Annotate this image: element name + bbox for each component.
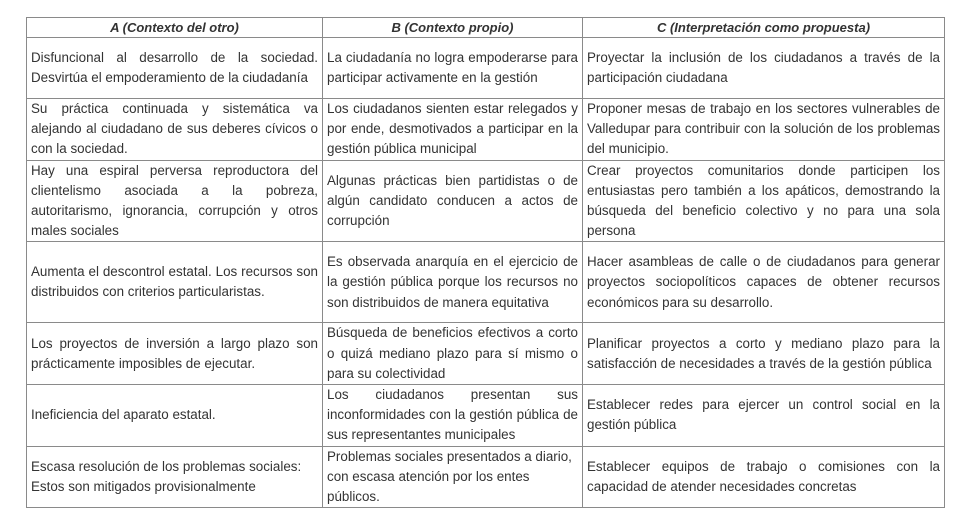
table-row bbox=[27, 323, 945, 385]
context-table bbox=[26, 17, 945, 508]
cell-c: Proponer mesas de trabajo en los sectores vulnerables de Valledupar para contribuir con la solución de los problemas del municipio. bbox=[583, 99, 945, 161]
cell-b: Es observada anarquía en el ejercicio de la gestión pública porque los recursos no son distribuidos de manera equitativa bbox=[323, 242, 583, 323]
cell-c: Hacer asambleas de calle o de ciudadanos para generar proyectos sociopolíticos capaces de obtener recursos económicos para su desarrollo. bbox=[583, 242, 945, 323]
header-row bbox=[27, 18, 945, 38]
cell-a: Aumenta el descontrol estatal. Los recursos son distribuidos con criterios particularistas. bbox=[27, 242, 323, 323]
table-container bbox=[26, 17, 945, 508]
cell-b: Búsqueda de beneficios efectivos a corto o quizá mediano plazo para sí mismo o para su colectividad bbox=[323, 323, 583, 385]
cell-c: Crear proyectos comunitarios donde participen los entusiastas pero también a los apáticos, demostrando la búsqueda del beneficio colectivo y no para una sola persona bbox=[583, 160, 945, 242]
cell-a: Los proyectos de inversión a largo plazo son prácticamente imposibles de ejecutar. bbox=[27, 323, 323, 385]
cell-b: Los ciudadanos presentan sus inconformidades con la gestión pública de sus representantes municipales bbox=[323, 385, 583, 447]
cell-a: Disfuncional al desarrollo de la sociedad. Desvirtúa el empoderamiento de la ciudadanía bbox=[27, 38, 323, 99]
table-row bbox=[27, 446, 945, 508]
cell-c: Proyectar la inclusión de los ciudadanos a través de la participación ciudadana bbox=[583, 38, 945, 99]
cell-b: Problemas sociales presentados a diario, con escasa atención por los entes públicos. bbox=[323, 446, 583, 508]
cell-c: Establecer equipos de trabajo o comisiones con la capacidad de atender necesidades concretas bbox=[583, 446, 945, 508]
table-row bbox=[27, 160, 945, 242]
cell-c: Establecer redes para ejercer un control social en la gestión pública bbox=[583, 385, 945, 447]
cell-a: Escasa resolución de los problemas sociales: Estos son mitigados provisionalmente bbox=[27, 446, 323, 508]
cell-c: Planificar proyectos a corto y mediano plazo para la satisfacción de necesidades a través de la gestión pública bbox=[583, 323, 945, 385]
table-row bbox=[27, 99, 945, 161]
header-column-c: C (Interpretación como propuesta) bbox=[583, 18, 945, 38]
table-row bbox=[27, 38, 945, 99]
header-column-b: B (Contexto propio) bbox=[323, 18, 583, 38]
cell-b: La ciudadanía no logra empoderarse para participar activamente en la gestión bbox=[323, 38, 583, 99]
table-row bbox=[27, 385, 945, 447]
table-row bbox=[27, 242, 945, 323]
cell-a: Ineficiencia del aparato estatal. bbox=[27, 385, 323, 447]
cell-b: Los ciudadanos sienten estar relegados y por ende, desmotivados a participar en la gestión pública municipal bbox=[323, 99, 583, 161]
header-column-a: A (Contexto del otro) bbox=[27, 18, 323, 38]
cell-a: Hay una espiral perversa reproductora del clientelismo asociada a la pobreza, autoritarismo, ignorancia, corrupción y otros males sociales bbox=[27, 160, 323, 242]
cell-b: Algunas prácticas bien partidistas o de algún candidato conducen a actos de corrupción bbox=[323, 160, 583, 242]
cell-a: Su práctica continuada y sistemática va alejando al ciudadano de sus deberes cívicos o con la sociedad. bbox=[27, 99, 323, 161]
